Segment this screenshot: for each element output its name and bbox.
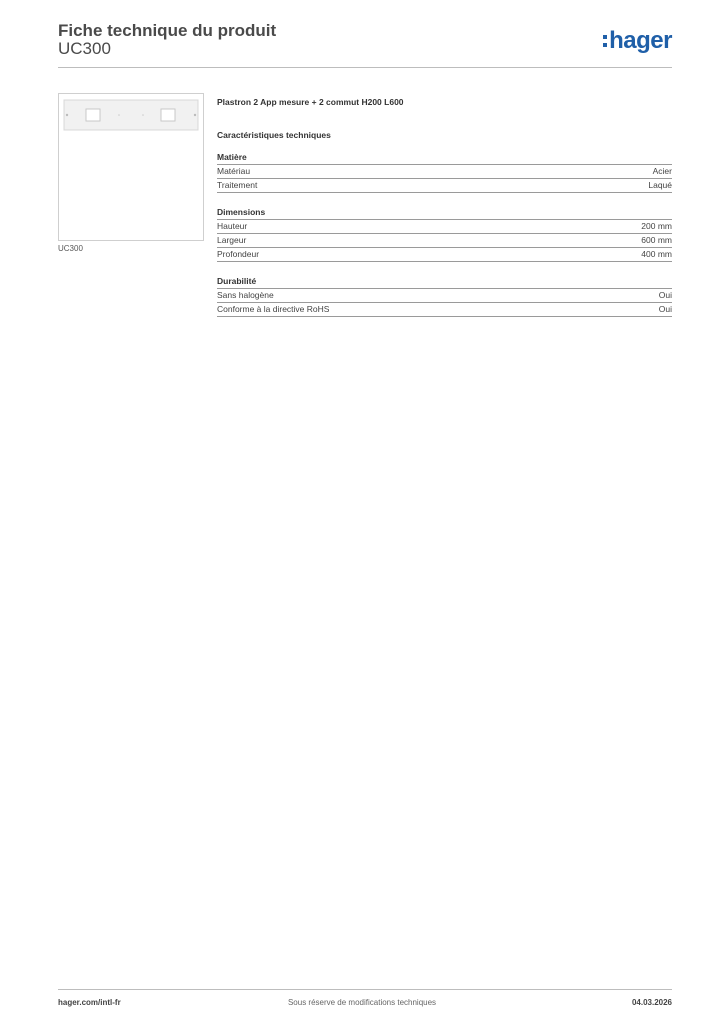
product-name: Plastron 2 App mesure + 2 commut H200 L600 (217, 97, 404, 107)
spec-value: 400 mm (641, 249, 672, 259)
footer-disclaimer: Sous réserve de modifications techniques (287, 998, 437, 1007)
spec-row (217, 165, 672, 179)
image-caption: UC300 (58, 244, 83, 253)
footer-website: hager.com/intl-fr (58, 998, 121, 1007)
logo-dots-icon (603, 33, 607, 49)
spec-value: Acier (652, 166, 672, 176)
spec-label: Conforme à la directive RoHS (217, 304, 330, 314)
product-image (58, 93, 204, 241)
group-heading: Durabilité (217, 275, 672, 289)
spec-row (217, 248, 672, 262)
spec-label: Hauteur (217, 221, 248, 231)
hager-logo (603, 27, 672, 55)
footer-divider (58, 989, 672, 990)
spec-value: 600 mm (641, 235, 672, 245)
logo-text: hager (609, 27, 672, 54)
spec-row (217, 303, 672, 317)
group-heading: Dimensions (217, 206, 672, 220)
spec-value: Oui (658, 304, 672, 314)
header-divider (58, 67, 672, 68)
product-reference: UC300 (58, 39, 111, 58)
spec-value: Laqué (648, 180, 672, 190)
group-durabilite (217, 275, 672, 317)
footer-date: 04.03.2026 (631, 998, 672, 1007)
page-title: Fiche technique du produit (58, 21, 277, 40)
product-details (217, 96, 672, 317)
group-dimensions (217, 206, 672, 262)
product-illustration (59, 94, 203, 240)
group-heading: Matière (217, 151, 672, 165)
spec-label: Profondeur (217, 249, 260, 259)
spec-label: Matériau (217, 166, 251, 176)
section-heading: Caractéristiques techniques (217, 130, 331, 140)
spec-value: Oui (658, 290, 672, 300)
spec-value: 200 mm (641, 221, 672, 231)
spec-row (217, 220, 672, 234)
spec-label: Sans halogène (217, 290, 274, 300)
spec-row (217, 179, 672, 193)
group-matiere (217, 151, 672, 193)
spec-label: Largeur (217, 235, 247, 245)
spec-label: Traitement (217, 180, 258, 190)
spec-row (217, 234, 672, 248)
spec-row (217, 289, 672, 303)
